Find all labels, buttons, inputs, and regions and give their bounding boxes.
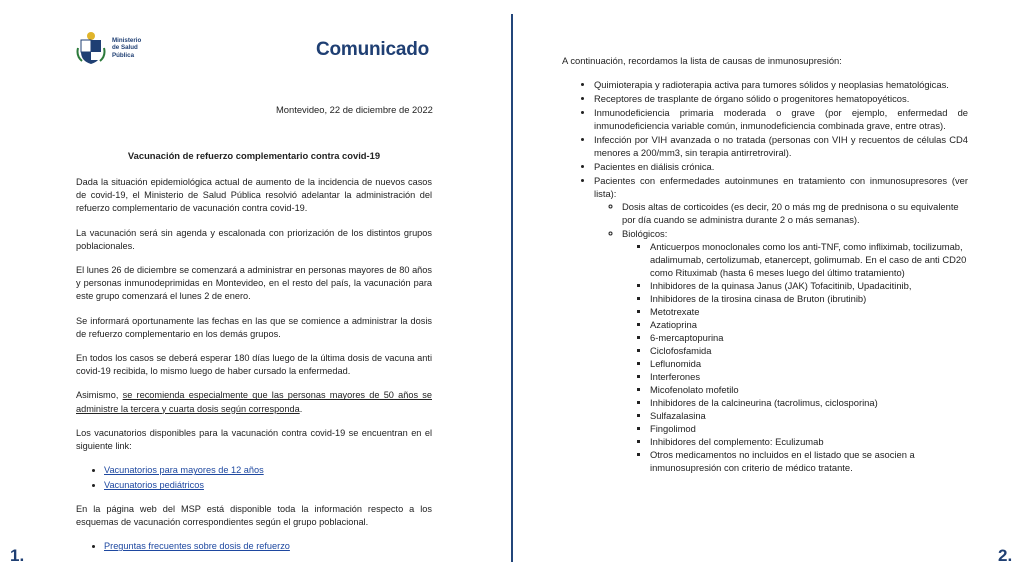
drug-item: ▪ Micofenolato mofetilo [650, 383, 968, 396]
drug-item: ▪ Interferones [650, 370, 968, 383]
drug-item: ▪ Leflunomida [650, 357, 968, 370]
list-item: • Receptores de trasplante de órgano sólido o progenitores hematopoyéticos. [594, 92, 968, 105]
biologics-list [622, 240, 968, 474]
document-title: Vacunación de refuerzo complementario contra covid-19 [127, 150, 381, 161]
drug-item: ▪ 6-mercaptopurina [650, 331, 968, 344]
treatment-sublist [594, 200, 968, 474]
logo-line: Pública [112, 51, 135, 59]
page-number: 2. [998, 546, 1013, 565]
paragraph: Los vacunatorios disponibles para la vacunación contra covid-19 se encuentran en el siguiente link: [76, 427, 432, 452]
drug-item: ▪ Inhibidores de la calcineurina (tacrolimus, ciclosporina) [650, 396, 968, 409]
page-2 [514, 0, 1024, 576]
list-item-text: Pacientes con enfermedades autoinmunes en tratamiento con inmunosupresores (ver lista): [594, 175, 968, 199]
drug-item: ▪ Azatioprina [650, 318, 968, 331]
page-divider [511, 14, 513, 562]
document-date: Montevideo, 22 de diciembre de 2022 [276, 104, 433, 115]
ministry-logo [76, 30, 141, 66]
list-item: • Quimioterapia y radioterapia activa para tumores sólidos y neoplasias hematológicas. [594, 78, 968, 91]
page-number: 1. [10, 546, 25, 565]
list-item [104, 540, 432, 553]
drug-item: ▪ Fingolimod [650, 422, 968, 435]
drug-item: ▪ Inhibidores de la quinasa Janus (JAK) Tofacitinib, Upadacitinib, [650, 279, 968, 292]
list-item: • Inmunodeficiencia primaria moderada o grave (por ejemplo, enfermedad de inmunodeficiencia variable común, inmunodeficiencia combinada grave, entre otras). [594, 106, 968, 132]
logo-line: Ministerio [112, 37, 142, 45]
ministry-name [112, 37, 141, 59]
logo-line: de Salud [112, 44, 138, 52]
link-preguntas-frecuentes[interactable]: Preguntas frecuentes sobre dosis de refuerzo [104, 541, 290, 552]
page-heading: Comunicado [316, 39, 430, 60]
list-item: • Pacientes en diálisis crónica. [594, 160, 968, 173]
drug-item: ▪ Otros medicamentos no incluidos en el listado que se asocien a inmunosupresión con criterio de médico tratante. [650, 448, 968, 474]
drug-item: ▪ Anticuerpos monoclonales como los anti-TNF, como infliximab, tocilizumab, adalimumab, certolizumab, etanercept, golimumab. En el caso de anti CD20 como Rituximab (hasta 6 meses luego del último tratamiento) [650, 240, 968, 279]
link-vacunatorios-pediatricos[interactable]: Vacunatorios pediátricos [104, 480, 204, 491]
document-body [76, 176, 432, 563]
paragraph: En todos los casos se deberá esperar 180 días luego de la última dosis de vacuna anti covid-19 recibida, lo mismo luego de haber cursado la enfermedad. [76, 353, 432, 377]
faq-links [76, 540, 432, 553]
immunosuppression-causes-list [562, 78, 968, 475]
drug-item: ▪ Inhibidores del complemento: Eculizumab [650, 435, 968, 448]
link-vacunatorios-mayores[interactable]: Vacunatorios para mayores de 12 años [104, 465, 264, 476]
vaccination-links [76, 464, 432, 492]
paragraph: El lunes 26 de diciembre se comenzará a administrar en personas mayores de 80 años y personas inmunodeprimidas en Montevideo, en el resto del país, la vacunación para este grupo comenzará el lunes 2 de enero. [76, 265, 432, 302]
sub-list-item-text: Biológicos: [622, 228, 668, 239]
coat-of-arms-icon [76, 30, 106, 66]
list-intro: A continuación, recordamos la lista de causas de inmunosupresión: [562, 55, 842, 66]
drug-item: ▪ Ciclofosfamida [650, 344, 968, 357]
list-item [104, 479, 432, 492]
text-span: . [299, 403, 303, 414]
underlined-recommendation: se recomienda especialmente que las personas mayores de 50 años se administre la tercera y cuarta dosis según corresponda [76, 390, 432, 414]
paragraph: La vacunación será sin agenda y escalonada con priorización de los distintos grupos poblacionales. [76, 227, 432, 251]
drug-item: ▪ Sulfazalasina [650, 409, 968, 422]
text-span: Asimismo, [76, 390, 123, 401]
list-item-autoimmune [594, 174, 968, 474]
paragraph: Dada la situación epidemiológica actual de aumento de la incidencia de nuevos casos de covid-19, el Ministerio de Salud Pública resolvió adelantar la administración del refuerzo complementario de vacunación contra covid-19. [76, 177, 432, 214]
sub-list-item: ◦ Dosis altas de corticoides (es decir, 20 o más mg de prednisona o su equivalente por día cuando se administra durante 2 o más semanas). [622, 200, 968, 226]
drug-item: ▪ Metotrexate [650, 305, 968, 318]
list-item: • Infección por VIH avanzada o no tratada (personas con VIH y recuentos de células CD4 menores a 200/mm3, sin terapia antirretroviral). [594, 133, 968, 159]
sub-list-item-biologicos [622, 227, 968, 474]
paragraph: Se informará oportunamente las fechas en las que se comience a administrar la dosis de refuerzo complementario en los demás grupos. [76, 315, 432, 339]
paragraph-recommendation [76, 389, 432, 415]
drug-item: ▪ Inhibidores de la tirosina cinasa de Bruton (ibrutinib) [650, 292, 968, 305]
paragraph: En la página web del MSP está disponible toda la información respecto a los esquemas de vacunación correspondientes según el grupo poblacional. [76, 503, 432, 527]
list-item [104, 464, 432, 477]
